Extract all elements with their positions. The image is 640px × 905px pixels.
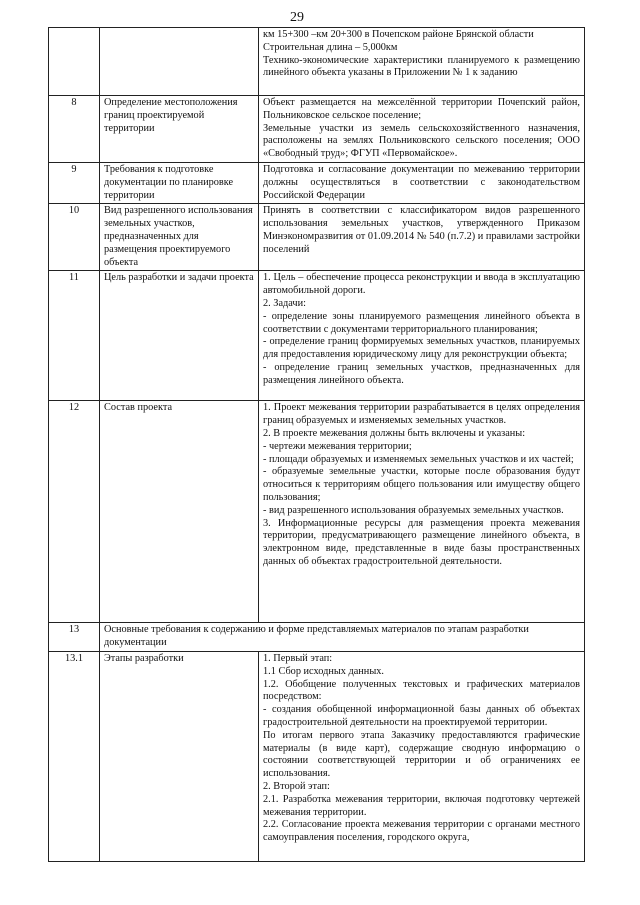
row-name-cell: Этапы разработки <box>100 651 259 861</box>
section-heading-cell: Основные требования к содержанию и форме представляемых материалов по этапам разработки документации <box>100 623 585 652</box>
specification-table <box>48 27 585 862</box>
content-line: - вид разрешенного использования образуемых земельных участков. <box>263 504 564 516</box>
content-line: 1. Цель – обеспечение процесса реконструкции и ввода в эксплуатацию автомобильной дороги. <box>263 272 580 297</box>
row-content-cell <box>259 271 585 401</box>
content-line: По итогам первого этапа Заказчику предоставляются графические материалы (в виде карт), содержащие сводную информацию о состоянии соответствующей территории и об ограничениях ее использования. <box>263 729 580 780</box>
content-line: 1.1 Сбор исходных данных. <box>263 665 384 677</box>
row-content-cell <box>259 96 585 163</box>
row-content-cell <box>259 401 585 623</box>
content-line: 1.2. Обобщение полученных текстовых и графических материалов посредством: <box>263 678 580 703</box>
content-line: 3. Информационные ресурсы для размещения проекта межевания территории, предусматривающего размещение линейного объекта, в электронном виде, представленные в виде базы пространственных данных об объектах градостроительной деятельности. <box>263 517 580 567</box>
content-line: 2. Второй этап: <box>263 780 330 792</box>
row-number-cell: 13.1 <box>49 651 100 861</box>
table-row <box>49 28 585 96</box>
table-row <box>49 401 585 623</box>
row-number-cell: 13 <box>49 623 100 652</box>
row-content-cell <box>259 651 585 861</box>
row-name-cell: Определение местоположения границ проектируемой территории <box>100 96 259 163</box>
content-line: 2.2. Согласование проекта межевания территории с органами местного самоуправления поселения, городского округа, <box>263 819 580 844</box>
content-line: Земельные участки из земель сельскохозяйственного назначения, расположены на землях Польниковского сельского поселения; ООО «Свободный труд»; ФГУП «Первомайское». <box>263 122 580 160</box>
row-content-cell <box>259 163 585 204</box>
content-line: км 15+300 –км 20+300 в Почепском районе Брянской области <box>263 29 534 40</box>
content-line: Технико-экономические характеристики планируемого к размещению линейного объекта указаны в Приложении № 1 к заданию <box>263 54 580 79</box>
content-line: 2.1. Разработка межевания территории, включая подготовку чертежей межевания территории. <box>263 793 580 818</box>
content-line: Объект размещается на межселённой территории Почепский район, Польниковское сельское поселение; <box>263 97 580 121</box>
row-name-cell: Требования к подготовке документации по планировке территории <box>100 163 259 204</box>
table-row <box>49 204 585 271</box>
table-row <box>49 163 585 204</box>
row-name-cell: Цель разработки и задачи проекта <box>100 271 259 401</box>
table-row <box>49 96 585 163</box>
content-line: 2. В проекте межевания должны быть включены и указаны: <box>263 427 526 439</box>
row-name-cell: Состав проекта <box>100 401 259 623</box>
page-number: 29 <box>290 10 304 25</box>
row-name-cell: Вид разрешенного использования земельных участков, предназначенных для размещения проектируемого объекта <box>100 204 259 271</box>
content-line: 1. Первый этап: <box>263 652 333 664</box>
content-line: - определение границ формируемых земельных участков, планируемых для предоставления юридическому лицу для реконструкции объекта; <box>263 336 580 361</box>
table-row <box>49 651 585 861</box>
row-number-cell: 12 <box>49 401 100 623</box>
content-line: Подготовка и согласование документации по межеванию территории должны осуществляться в соответствии с законодательством Российской Федерации <box>263 164 580 201</box>
row-number-cell <box>49 28 100 96</box>
content-line: Строительная длина – 5,000км <box>263 41 398 53</box>
table-row <box>49 271 585 401</box>
content-line: - чертежи межевания территории; <box>263 440 412 452</box>
row-number-cell: 10 <box>49 204 100 271</box>
row-name-cell <box>100 28 259 96</box>
table-row <box>49 623 585 652</box>
content-line: - определение зоны планируемого размещения линейного объекта в соответствии с документами территориального планирования; <box>263 310 580 335</box>
content-line: - определение границ земельных участков, предназначенных для размещения линейного объекта. <box>263 361 580 386</box>
row-content-cell <box>259 204 585 271</box>
row-number-cell: 9 <box>49 163 100 204</box>
content-line: - образуемые земельные участки, которые после образования будут относиться к территориям общего пользования или имуществу общего пользования; <box>263 466 580 503</box>
row-number-cell: 8 <box>49 96 100 163</box>
content-line: - площади образуемых и изменяемых земельных участков и их частей; <box>263 453 574 465</box>
row-number-cell: 11 <box>49 271 100 401</box>
content-line: Принять в соответствии с классификатором видов разрешенного использования земельных участков, утвержденного Приказом Минэкономразвития от 01.09.2014 № 540 (п.7.2) и правилами застройки поселений <box>263 205 580 255</box>
row-content-cell <box>259 28 585 96</box>
content-line: 2. Задачи: <box>263 297 306 309</box>
content-line: - создания обобщенной информационной базы данных об объектах градостроительной деятельности на проектируемой территории. <box>263 704 580 728</box>
content-line: 1. Проект межевания территории разрабатывается в целях определения границ образуемых и изменяемых земельных участков. <box>263 402 580 427</box>
